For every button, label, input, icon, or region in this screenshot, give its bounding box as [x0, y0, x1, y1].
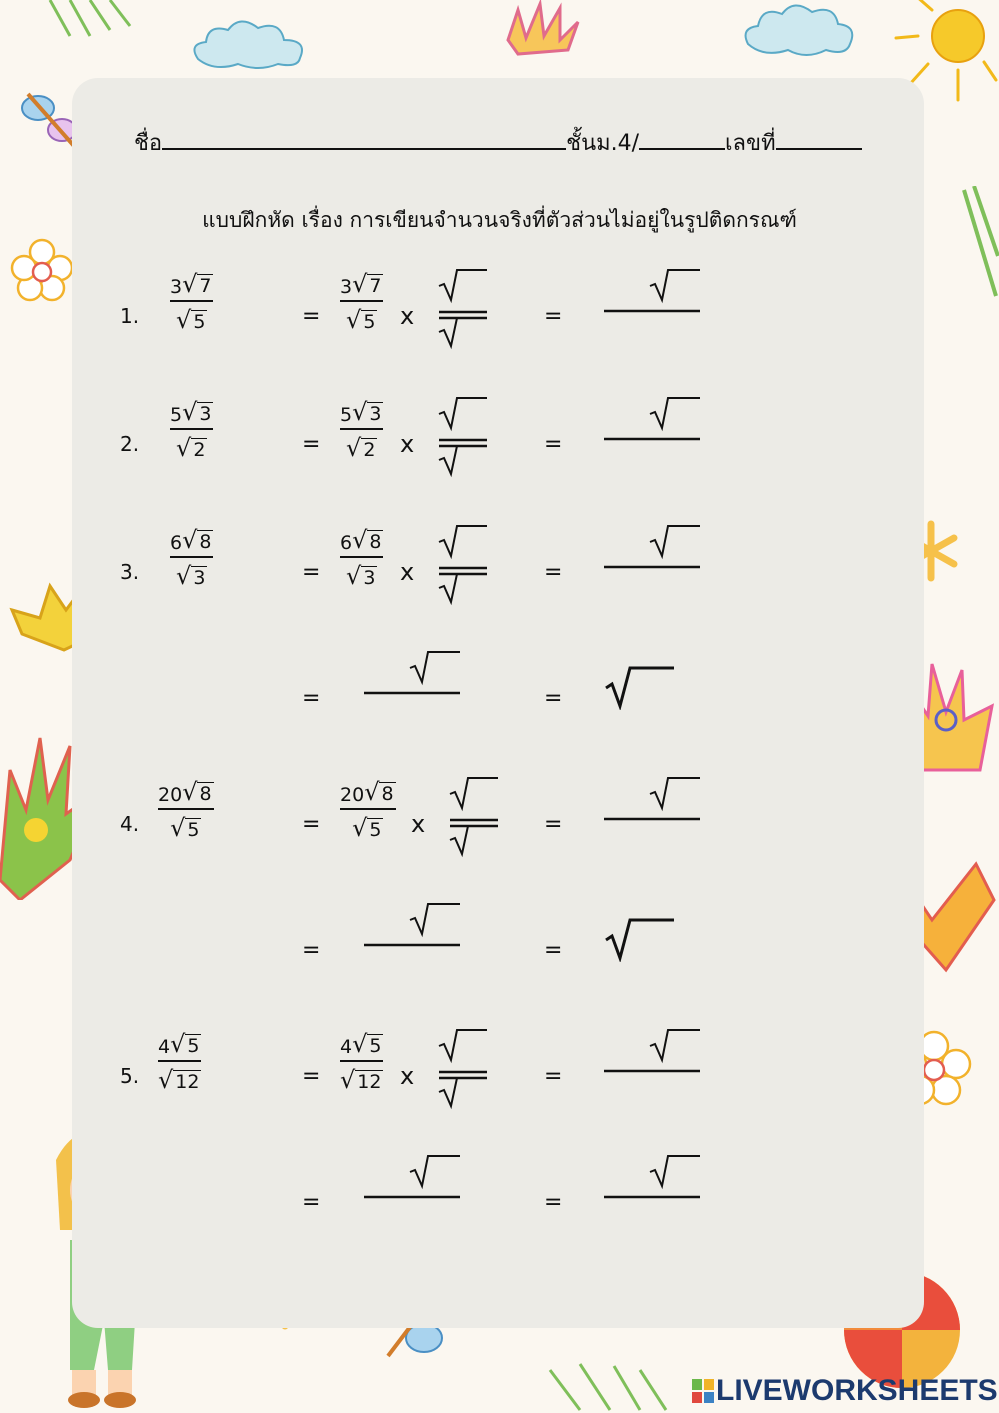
name-field[interactable]: [162, 124, 566, 150]
worksheet-title: แบบฝึกหัด เรื่อง การเขียนจำนวนจริงที่ตัวส่วนไม่อยู่ในรูปติดกรณฑ์: [202, 208, 797, 232]
numerator-radical: [182, 778, 213, 806]
copied-fraction: [340, 268, 383, 334]
multiply-sign: x: [400, 1062, 415, 1090]
radicand: 2: [363, 439, 376, 461]
radical-sign: √: [182, 270, 198, 298]
multiply-sign: x: [400, 302, 415, 330]
radicand: 5: [187, 1035, 200, 1057]
denominator-radical: [176, 562, 207, 590]
radical-sign: √: [182, 526, 198, 554]
equals-sign: =: [302, 304, 321, 329]
grass-icon: [40, 0, 150, 40]
fraction-bar: [340, 300, 383, 302]
equals-sign: =: [302, 432, 321, 457]
equals-sign: =: [302, 938, 321, 963]
final-radical-input[interactable]: [604, 916, 676, 962]
radical-sign: √: [346, 434, 362, 462]
radical-sign: √: [158, 1066, 174, 1094]
result-fraction-input[interactable]: [602, 524, 702, 570]
fraction-bar: [170, 428, 213, 430]
logo-icon: [692, 1379, 714, 1403]
radicand: 3: [363, 567, 376, 589]
fraction-bar: [340, 428, 383, 430]
radicand: 7: [199, 275, 212, 297]
radicand: 5: [369, 819, 382, 841]
denominator: [346, 432, 377, 462]
numerator: [158, 1028, 201, 1058]
logo-text: LIVEWORKSHEETS: [716, 1374, 998, 1407]
radical-sign: √: [176, 306, 192, 334]
radical-sign: √: [340, 1066, 356, 1094]
numerator-radical: [352, 526, 383, 554]
multiply-sign: x: [400, 558, 415, 586]
denominator: [170, 812, 201, 842]
equals-sign: =: [544, 1064, 563, 1089]
given-fraction: [170, 396, 213, 462]
equals-sign: =: [544, 432, 563, 457]
equals-sign: =: [544, 812, 563, 837]
problem-number: 3.: [120, 560, 140, 584]
equals-sign: =: [302, 1064, 321, 1089]
denominator-radical: [346, 434, 377, 462]
coefficient: 3: [340, 276, 353, 298]
fraction-bar: [170, 300, 213, 302]
equals-sign: =: [302, 686, 321, 711]
numerator: [340, 776, 396, 806]
denominator: [340, 1064, 383, 1094]
radicand: 3: [193, 567, 206, 589]
denominator-radical: [340, 1066, 383, 1094]
radical-sign: √: [352, 814, 368, 842]
rationalizing-factor-input[interactable]: [437, 1028, 493, 1112]
numerator-radical: [182, 398, 213, 426]
radicand: 5: [193, 311, 206, 333]
radicand: 12: [357, 1071, 382, 1093]
denominator: [352, 812, 383, 842]
result-fraction-input[interactable]: [602, 396, 702, 442]
cloud-icon: [188, 14, 314, 74]
radical-sign: √: [176, 434, 192, 462]
radicand: 7: [369, 275, 382, 297]
flower-icon: [10, 238, 74, 302]
given-fraction: [158, 776, 214, 842]
cloud-icon: [740, 0, 860, 62]
numerator: [340, 1028, 383, 1058]
rationalizing-factor-input[interactable]: [437, 524, 493, 608]
radical-sign: √: [352, 1030, 368, 1058]
equals-sign: =: [544, 304, 563, 329]
denominator: [158, 1064, 201, 1094]
radical-sign: √: [352, 270, 368, 298]
fraction-bar: [170, 556, 213, 558]
copied-fraction: [340, 1028, 383, 1094]
coefficient: 4: [158, 1036, 171, 1058]
multiply-sign: x: [400, 430, 415, 458]
equals-sign: =: [302, 560, 321, 585]
radical-sign: √: [170, 814, 186, 842]
radical-sign: √: [346, 306, 362, 334]
numerator: [340, 524, 383, 554]
radicand: 8: [369, 531, 382, 553]
radicand: 3: [369, 403, 382, 425]
numerator-radical: [182, 526, 213, 554]
denominator-radical: [158, 1066, 201, 1094]
rationalizing-factor-input[interactable]: [437, 396, 493, 480]
radicand: 3: [199, 403, 212, 425]
coefficient: 20: [158, 784, 183, 806]
simplify-fraction-input[interactable]: [362, 650, 462, 696]
radical-sign: √: [182, 398, 198, 426]
radical-sign: √: [176, 562, 192, 590]
class-label: ชั้นม.4/: [566, 131, 640, 156]
rationalizing-factor-input[interactable]: [448, 776, 504, 860]
given-fraction: [158, 1028, 201, 1094]
fraction-bar: [158, 808, 214, 810]
equals-sign: =: [544, 686, 563, 711]
radicand: 8: [199, 531, 212, 553]
fraction-bar: [158, 1060, 201, 1062]
numerator-radical: [364, 778, 395, 806]
problem-number: 2.: [120, 432, 140, 456]
problem-number: 4.: [120, 812, 140, 836]
numerator-radical: [352, 398, 383, 426]
equals-sign: =: [544, 1190, 563, 1215]
radical-sign: √: [352, 398, 368, 426]
multiply-sign: x: [411, 810, 426, 838]
rationalizing-factor-input[interactable]: [437, 268, 493, 352]
radicand: 5: [187, 819, 200, 841]
copied-fraction: [340, 524, 383, 590]
final-radical-input[interactable]: [604, 664, 676, 710]
given-fraction: [170, 268, 213, 334]
simplify-fraction-input[interactable]: [362, 1154, 462, 1200]
denominator: [176, 432, 207, 462]
given-fraction: [170, 524, 213, 590]
numerator: [158, 776, 214, 806]
numerator-radical: [352, 270, 383, 298]
number-field[interactable]: [776, 124, 862, 150]
coefficient: 6: [170, 532, 183, 554]
denominator: [346, 304, 377, 334]
denominator-radical: [176, 434, 207, 462]
problem-number: 5.: [120, 1064, 140, 1088]
result-fraction-input[interactable]: [602, 1028, 702, 1074]
coefficient: 4: [340, 1036, 353, 1058]
radicand: 2: [193, 439, 206, 461]
numerator: [170, 268, 213, 298]
equals-sign: =: [544, 938, 563, 963]
coefficient: 5: [170, 404, 183, 426]
grass-icon: [540, 1360, 680, 1413]
liveworksheets-logo: [692, 1374, 998, 1408]
radicand: 8: [199, 783, 212, 805]
final-fraction-input[interactable]: [602, 1154, 702, 1200]
worksheet-paper: [72, 78, 924, 1328]
result-fraction-input[interactable]: [602, 268, 702, 314]
equals-sign: =: [302, 1190, 321, 1215]
hand-icon: [488, 0, 588, 56]
coefficient: 5: [340, 404, 353, 426]
denominator: [176, 304, 207, 334]
equals-sign: =: [302, 812, 321, 837]
class-field[interactable]: [639, 124, 725, 150]
denominator: [346, 560, 377, 590]
denominator: [176, 560, 207, 590]
radical-sign: √: [182, 778, 198, 806]
fraction-bar: [340, 556, 383, 558]
radical-sign: √: [364, 778, 380, 806]
denominator-radical: [352, 814, 383, 842]
denominator-radical: [170, 814, 201, 842]
numerator: [170, 396, 213, 426]
name-label: ชื่อ: [134, 131, 163, 156]
fraction-bar: [340, 1060, 383, 1062]
student-info-row: [134, 124, 862, 160]
copied-fraction: [340, 396, 383, 462]
denominator-radical: [176, 306, 207, 334]
radical-sign: √: [352, 526, 368, 554]
numerator: [170, 524, 213, 554]
simplify-fraction-input[interactable]: [362, 902, 462, 948]
radicand: 8: [381, 783, 394, 805]
fraction-bar: [340, 808, 396, 810]
equals-sign: =: [544, 560, 563, 585]
coefficient: 3: [170, 276, 183, 298]
radicand: 12: [175, 1071, 200, 1093]
copied-fraction: [340, 776, 396, 842]
numerator: [340, 268, 383, 298]
denominator-radical: [346, 562, 377, 590]
coefficient: 20: [340, 784, 365, 806]
numerator-radical: [170, 1030, 201, 1058]
problem-number: 1.: [120, 304, 140, 328]
number-label: เลขที่: [725, 131, 776, 156]
numerator: [340, 396, 383, 426]
denominator-radical: [346, 306, 377, 334]
radical-sign: √: [346, 562, 362, 590]
radicand: 5: [363, 311, 376, 333]
numerator-radical: [352, 1030, 383, 1058]
result-fraction-input[interactable]: [602, 776, 702, 822]
numerator-radical: [182, 270, 213, 298]
coefficient: 6: [340, 532, 353, 554]
radical-sign: √: [170, 1030, 186, 1058]
radicand: 5: [369, 1035, 382, 1057]
